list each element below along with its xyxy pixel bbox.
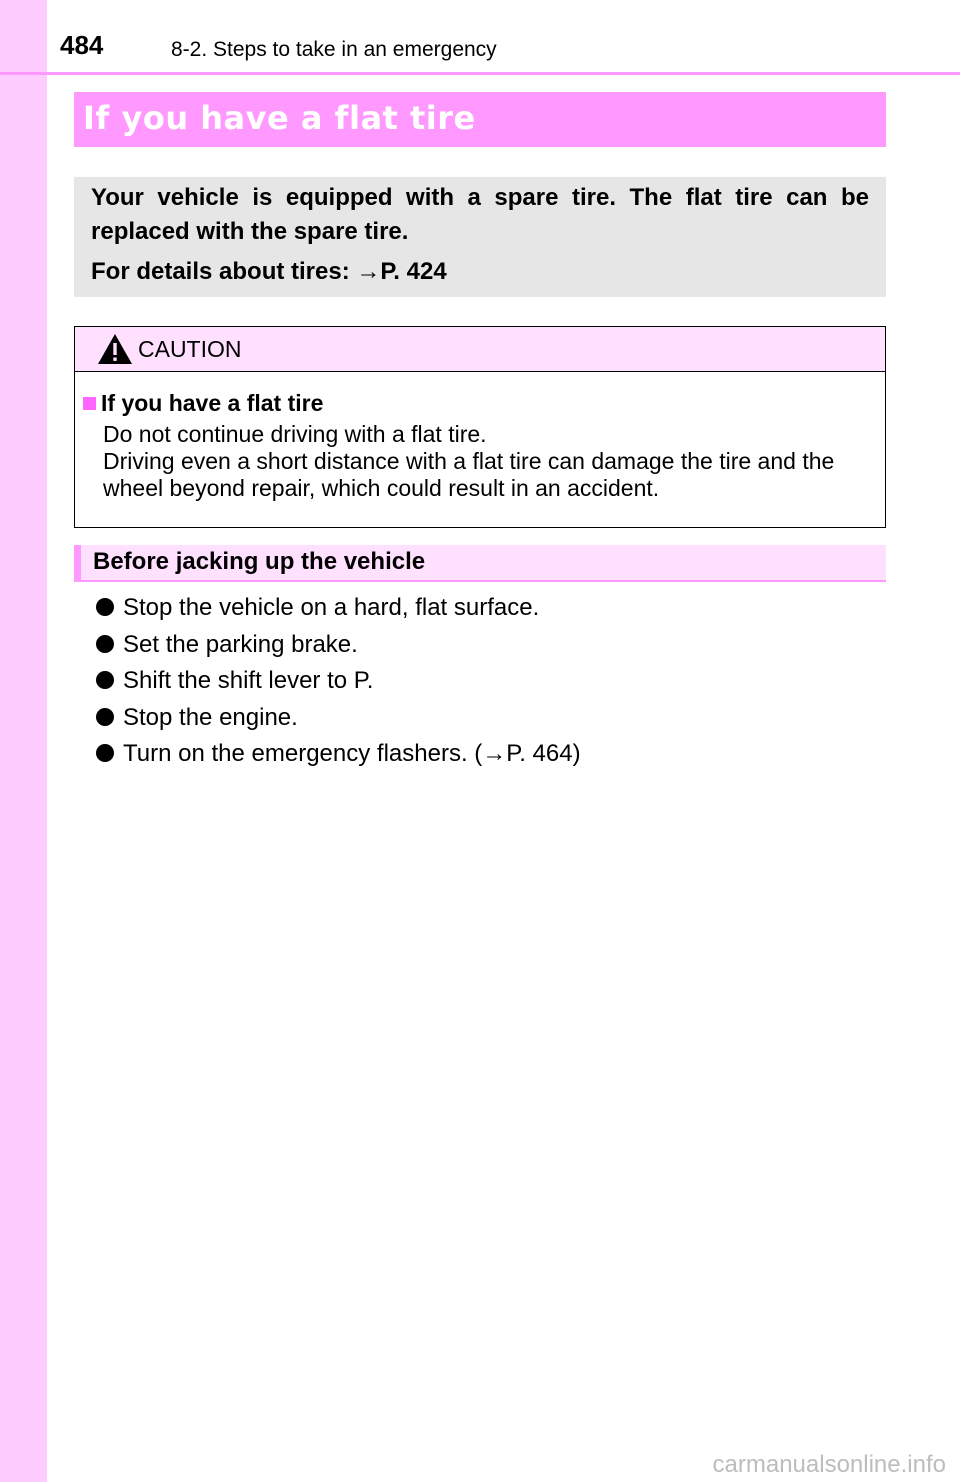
bullet-icon — [96, 635, 114, 653]
steps-list — [96, 590, 581, 773]
step-text: Shift the shift lever to P. — [123, 667, 374, 694]
bullet-icon — [96, 708, 114, 726]
caution-text-line: Do not continue driving with a flat tire. — [103, 421, 487, 447]
bullet-icon — [96, 744, 114, 762]
caution-text-line: Driving even a short distance with a flat tire can damage the tire and the — [103, 448, 835, 474]
list-item — [96, 663, 581, 700]
chapter-title: 8-2. Steps to take in an emergency — [171, 38, 497, 61]
step-text: Set the parking brake. — [123, 630, 358, 658]
subsection-heading — [74, 545, 886, 582]
intro-box — [74, 177, 886, 297]
caution-box — [74, 326, 886, 528]
subsection-title: Before jacking up the vehicle — [93, 548, 426, 575]
step-text: Stop the vehicle on a hard, flat surface. — [123, 594, 540, 621]
list-item — [96, 736, 581, 773]
list-item — [96, 590, 581, 627]
square-bullet-icon — [83, 397, 96, 410]
bullet-icon — [96, 598, 114, 616]
step-text: Turn on the emergency flashers. (→P. 464) — [123, 740, 581, 767]
caution-header — [75, 327, 885, 372]
section-title: If you have a flat tire — [83, 99, 476, 137]
warning-triangle-icon — [97, 333, 133, 365]
watermark: carmanualsonline.info — [712, 1451, 946, 1478]
step-text: Stop the engine. — [123, 703, 298, 731]
caution-subheading-text: If you have a flat tire — [101, 390, 324, 416]
caution-label: CAUTION — [138, 336, 242, 362]
left-margin-band — [0, 0, 47, 1482]
page-number: 484 — [60, 30, 104, 60]
intro-reference: For details about tires: →P. 424 — [91, 258, 447, 285]
header-rule — [0, 72, 960, 75]
section-banner — [74, 92, 886, 147]
caution-subheading — [83, 389, 323, 417]
list-item — [96, 627, 581, 664]
heading-accent-bar — [74, 545, 81, 582]
list-item — [96, 700, 581, 737]
intro-paragraph: Your vehicle is equipped with a spare tire. The flat tire can be replaced with the spare tire. — [91, 184, 869, 245]
caution-text-line: wheel beyond repair, which could result in an accident. — [103, 475, 660, 501]
bullet-icon — [96, 671, 114, 689]
